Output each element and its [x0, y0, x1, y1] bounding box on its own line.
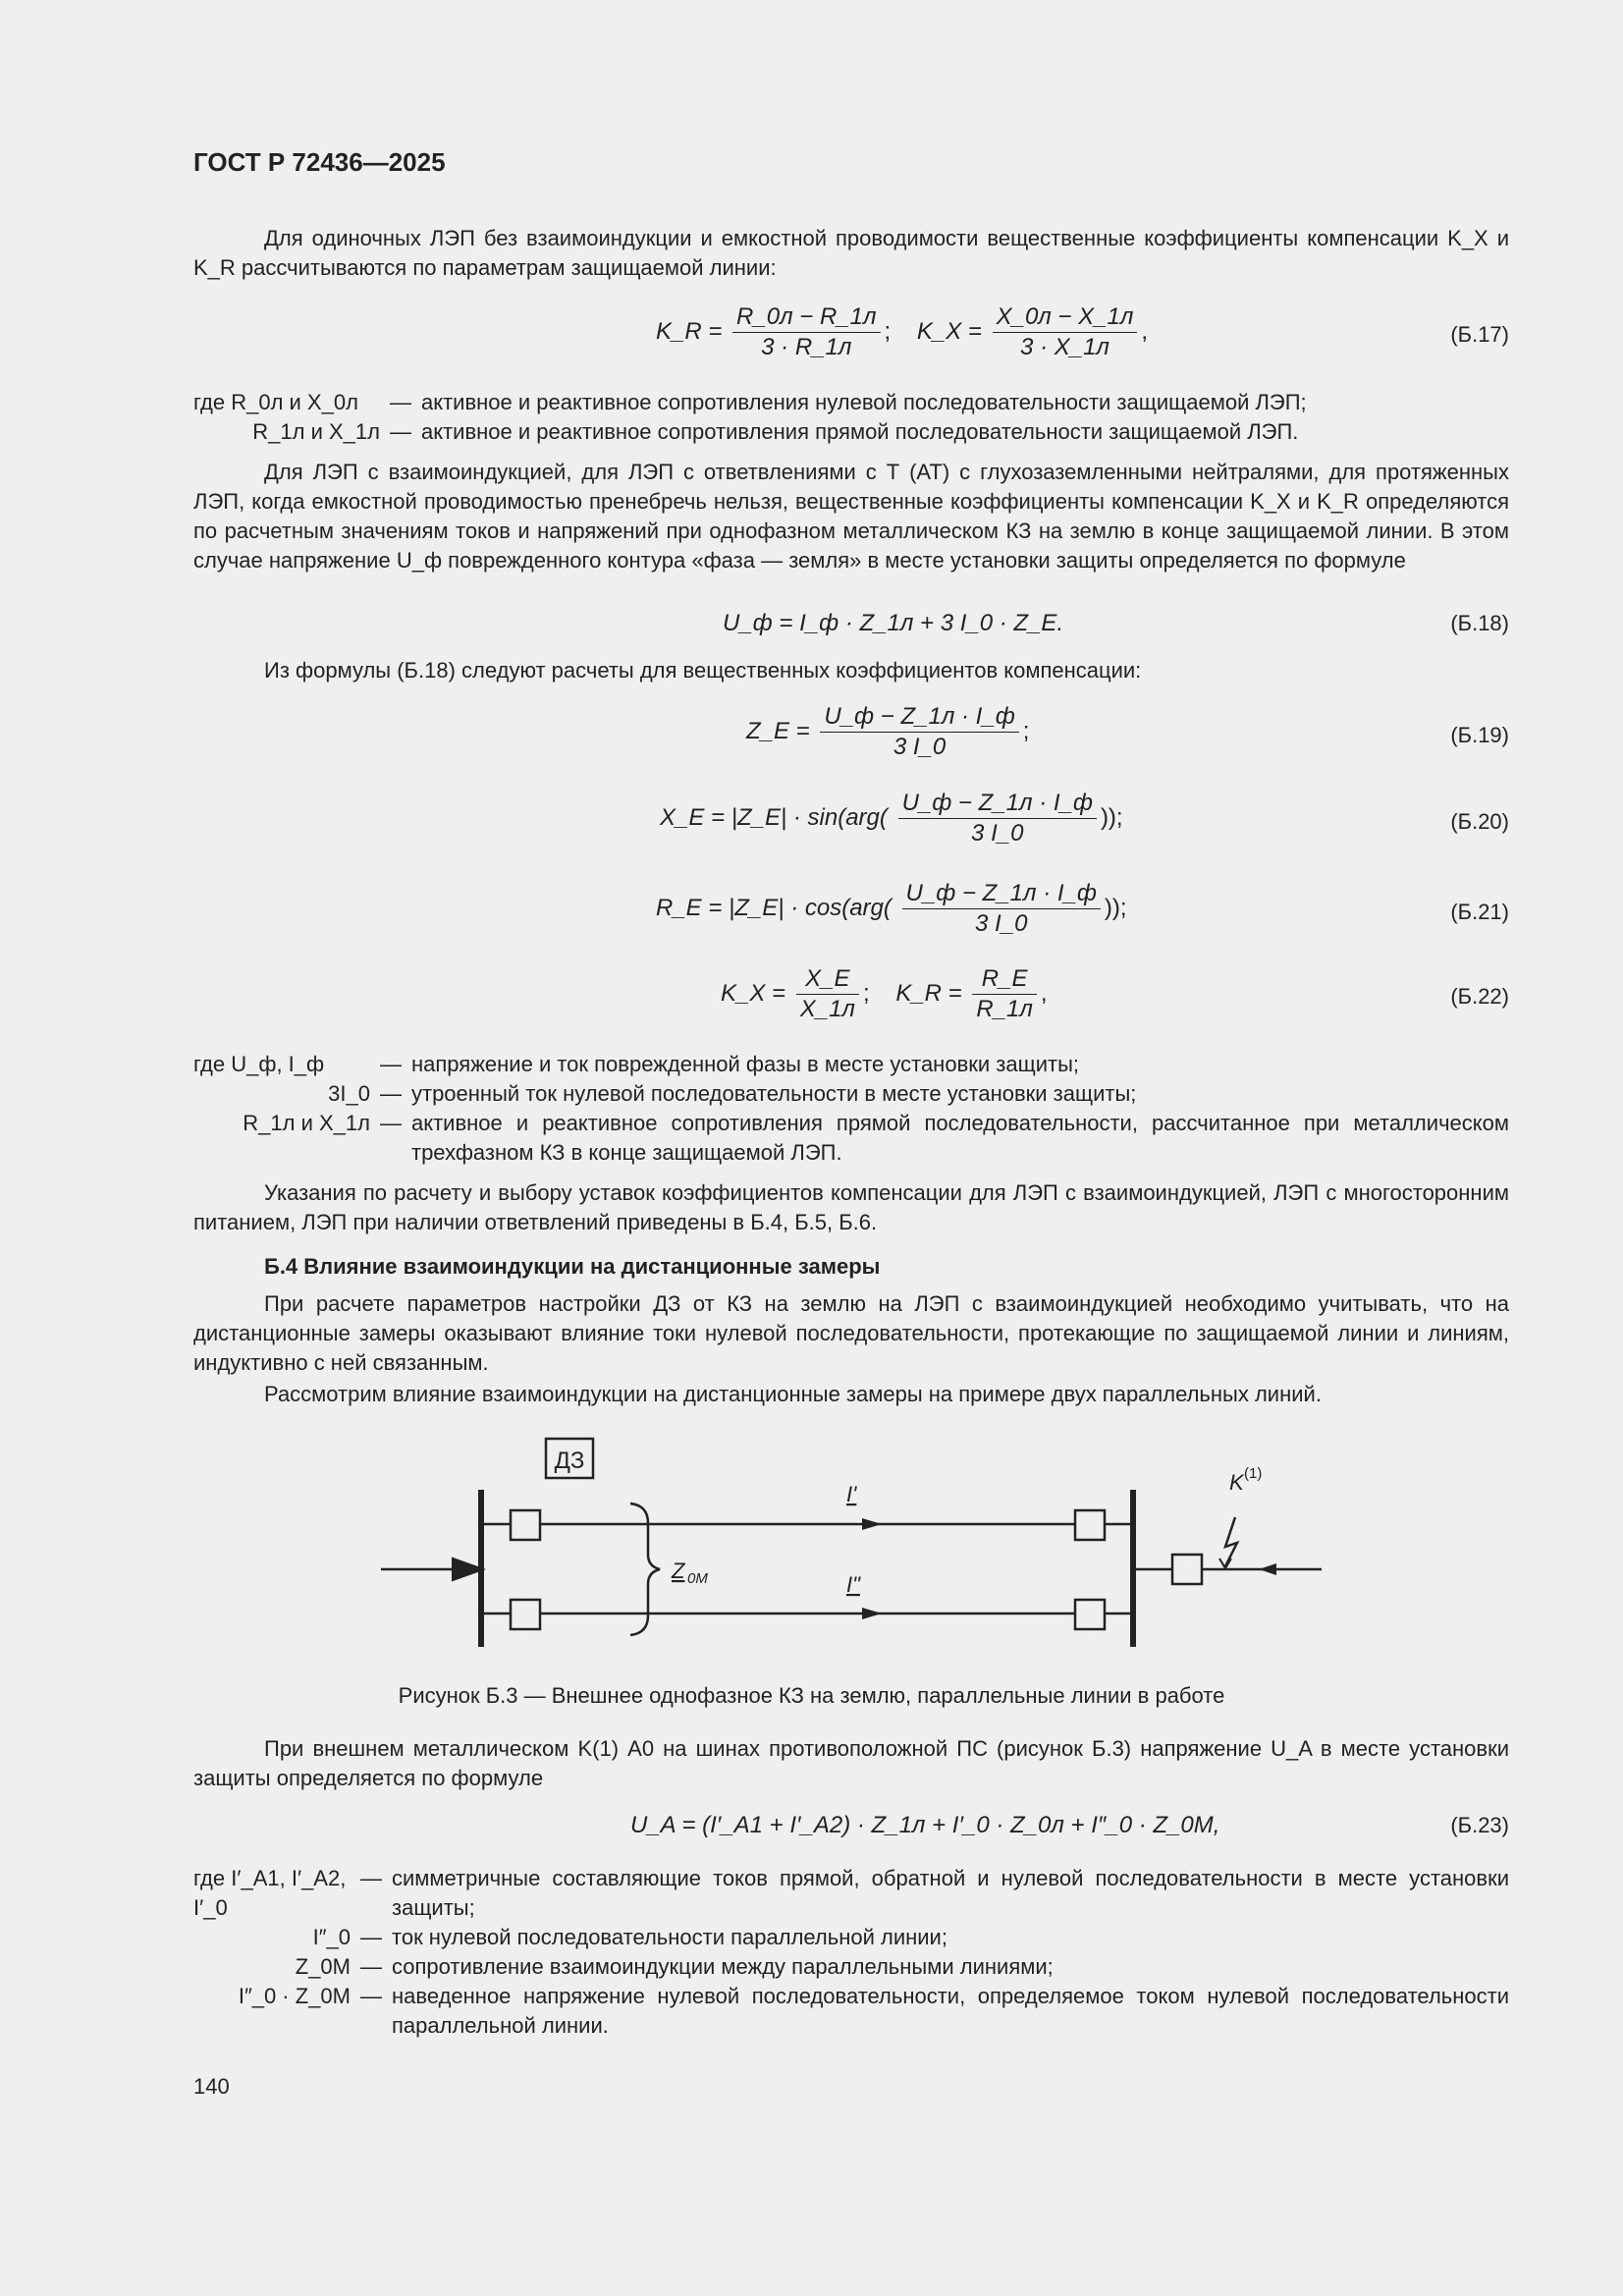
definition-text: сопротивление взаимоиндукции между параллельными линиями; — [392, 1954, 1054, 1979]
definition-dash: — — [390, 419, 411, 444]
definition-label: 3I_0 — [328, 1081, 370, 1106]
formula-lhs: X_E = |Z_E| · sin(arg( — [660, 803, 888, 831]
formula-b17 — [656, 302, 1148, 362]
definition-row — [193, 417, 1509, 447]
definition-row — [193, 1050, 1509, 1079]
definition-label: где U_ф, I_ф — [193, 1052, 325, 1076]
fraction-numerator: U_ф − Z_1л · I_ф — [820, 702, 1018, 733]
definition-label: I″_0 · Z_0M — [238, 1984, 351, 2008]
definition-text: активное и реактивное сопротивления прямой последовательности, рассчитанное при металлическом трехфазном КЗ в конце защищаемой ЛЭП. — [411, 1111, 1509, 1165]
definition-dash: — — [360, 1954, 382, 1979]
definition-row — [193, 1109, 1509, 1168]
formula-lhs: K_R = — [656, 317, 723, 345]
fraction — [972, 964, 1037, 1024]
breaker — [1075, 1510, 1105, 1540]
definition-dash: — — [380, 1081, 402, 1106]
definitions-b17 — [193, 388, 1509, 447]
document-header: ГОСТ Р 72436—2025 — [193, 147, 446, 177]
definition-text: утроенный ток нулевой последовательности в месте установки защиты; — [411, 1081, 1137, 1106]
fraction-denominator: 3 · X_1л — [1020, 334, 1109, 360]
definition-text: напряжение и ток поврежденной фазы в месте установки защиты; — [411, 1052, 1079, 1076]
formula-lhs: K_X = — [721, 979, 786, 1007]
formula-lhs: K_X = — [916, 317, 982, 345]
formula-end: )); — [1104, 894, 1127, 921]
figure-parallel-lines-diagram — [363, 1429, 1335, 1665]
definition-dash: — — [360, 1925, 382, 1949]
relay-label: ДЗ — [554, 1448, 585, 1474]
fraction-numerator: U_ф − Z_1л · I_ф — [898, 789, 1097, 819]
formula-number: (Б.21) — [1450, 900, 1509, 924]
paragraph-external-fault: При внешнем металлическом K(1) А0 на шинах противоположной ПС (рисунок Б.3) напряжение U_A в месте установки защиты определяется по формуле — [193, 1736, 1509, 1790]
definition-text: активное и реактивное сопротивления прямой последовательности защищаемой ЛЭП. — [421, 419, 1299, 444]
mutual-impedance-subscript: 0M — [687, 1570, 708, 1587]
definition-row — [193, 1079, 1509, 1109]
fault-label-superscript: (1) — [1244, 1465, 1263, 1482]
figure-caption: Рисунок Б.3 — Внешнее однофазное КЗ на землю, параллельные линии в работе — [398, 1683, 1225, 1708]
current-label-1: I' — [846, 1482, 857, 1506]
formula-b18: U_ф = I_ф · Z_1л + 3 I_0 · Z_E. — [723, 610, 1064, 636]
formula-number: (Б.22) — [1450, 984, 1509, 1009]
definitions-b23 — [193, 1864, 1509, 2041]
definition-label: I″_0 — [312, 1925, 351, 1949]
formula-number: (Б.20) — [1450, 809, 1509, 834]
definition-dash: — — [380, 1052, 402, 1076]
definition-label: где I′_A1, I′_A2, I′_0 — [193, 1866, 347, 1920]
formula-end: ; — [1022, 717, 1030, 744]
formula-lhs: R_E = |Z_E| · cos(arg( — [656, 894, 892, 921]
current-arrow-1 — [862, 1518, 882, 1530]
definition-row — [193, 388, 1509, 417]
paragraph-mutual-induction-effect: При расчете параметров настройки ДЗ от КЗ на землю на ЛЭП с взаимоиндукцией необходимо учитывать, что на дистанционные замеры оказывают влияние токи нулевой последовательности, протекающие по защищаемой линии и линиям, индуктивно с ней связанным. — [193, 1291, 1509, 1375]
fraction-numerator: X_E — [796, 964, 859, 995]
definition-label: R_1л и X_1л — [243, 1111, 370, 1135]
paragraph-formula-followups: Из формулы (Б.18) следуют расчеты для вещественных коэффициентов компенсации: — [264, 658, 1142, 683]
definition-row — [193, 1982, 1509, 2041]
definition-dash: — — [380, 1111, 402, 1135]
paragraph-two-lines: Рассмотрим влияние взаимоиндукции на дистанционные замеры на примере двух параллельных линий. — [264, 1382, 1322, 1406]
definition-text: активное и реактивное сопротивления нулевой последовательности защищаемой ЛЭП; — [421, 390, 1307, 414]
fraction — [820, 702, 1018, 762]
fraction — [993, 302, 1138, 362]
fraction-denominator: 3 I_0 — [971, 820, 1024, 847]
fraction-denominator: 3 I_0 — [893, 734, 947, 760]
fault-label: K — [1229, 1470, 1244, 1495]
formula-lhs: K_R = — [895, 979, 962, 1007]
formula-end: , — [1040, 979, 1048, 1007]
definition-label: Z_0M — [295, 1954, 351, 1979]
definition-text: симметричные составляющие токов прямой, обратной и нулевой последовательности в месте установки защиты; — [392, 1866, 1509, 1920]
definition-dash: — — [360, 1984, 382, 2008]
formula-b23: U_A = (I′_A1 + I′_A2) · Z_1л + I′_0 · Z_0л + I″_0 · Z_0M, — [630, 1812, 1220, 1838]
definitions-b22 — [193, 1050, 1509, 1168]
paragraph-compensation-intro: Для одиночных ЛЭП без взаимоиндукции и емкостной проводимости вещественные коэффициенты компенсации K_X и K_R рассчитываются по параметрам защищаемой линии: — [193, 226, 1509, 280]
fraction — [898, 789, 1097, 848]
definition-row — [193, 1864, 1509, 1923]
fraction-numerator: R_E — [972, 964, 1037, 995]
formula-end: , — [1141, 317, 1149, 345]
formula-number: (Б.17) — [1450, 322, 1509, 347]
formula-b19 — [746, 702, 1029, 762]
fraction — [796, 964, 859, 1024]
formula-b22 — [721, 964, 1048, 1024]
formula-separator: ; — [862, 979, 870, 1007]
page-number: 140 — [193, 2074, 230, 2099]
fraction-denominator: 3 I_0 — [975, 910, 1028, 937]
fraction-denominator: R_1л — [976, 996, 1033, 1022]
fraction — [902, 879, 1101, 939]
breaker — [511, 1510, 540, 1540]
formula-lhs: Z_E = — [746, 717, 810, 744]
formula-end: )); — [1100, 803, 1123, 831]
formula-number: (Б.18) — [1450, 611, 1509, 635]
current-arrow-2 — [862, 1608, 882, 1619]
definition-row — [193, 1923, 1509, 1952]
formula-number: (Б.19) — [1450, 723, 1509, 747]
definition-dash: — — [360, 1866, 382, 1890]
paragraph-mutual-induction: Для ЛЭП с взаимоиндукцией, для ЛЭП с ответвлениями с Т (АТ) с глухозаземленными нейтралями, для протяженных ЛЭП, когда емкостной проводимостью пренебречь нельзя, вещественные коэффициенты компенсации K_X и K_R определяются по расчетным значениям токов и напряжений при однофазном металлическом КЗ на землю в конце защищаемой линии. В этом случае напряжение U_ф поврежденного контура «фаза — земля» в месте установки защиты определяется по формуле — [193, 460, 1509, 573]
section-heading: Б.4 Влияние взаимоиндукции на дистанционные замеры — [264, 1254, 881, 1279]
fault-arrow — [1259, 1563, 1276, 1575]
formula-number: (Б.23) — [1450, 1813, 1509, 1837]
definition-row — [193, 1952, 1509, 1982]
fraction-numerator: U_ф − Z_1л · I_ф — [902, 879, 1101, 909]
formula-separator: ; — [884, 317, 892, 345]
breaker — [1172, 1555, 1202, 1584]
fraction-numerator: R_0л − R_1л — [732, 302, 880, 333]
definition-text: наведенное напряжение нулевой последовательности, определяемое током нулевой последовательности параллельной линии. — [392, 1984, 1509, 2038]
fraction — [732, 302, 880, 362]
formula-b20 — [660, 789, 1123, 848]
breaker — [1075, 1600, 1105, 1629]
formula-b21 — [656, 879, 1127, 939]
definition-label: R_1л и X_1л — [252, 419, 380, 444]
mutual-impedance-label: Z — [672, 1558, 685, 1583]
definition-dash: — — [390, 390, 411, 414]
definition-text: ток нулевой последовательности параллельной линии; — [392, 1925, 947, 1949]
fraction-denominator: X_1л — [799, 996, 855, 1022]
fraction-numerator: X_0л − X_1л — [993, 302, 1138, 333]
current-label-2: I" — [846, 1572, 860, 1597]
breaker — [511, 1600, 540, 1629]
fraction-denominator: 3 · R_1л — [761, 334, 852, 360]
paragraph-setting-guidance: Указания по расчету и выбору уставок коэффициентов компенсации для ЛЭП с взаимоиндукцией, ЛЭП с многосторонним питанием, ЛЭП при наличии ответвлений приведены в Б.4, Б.5, Б.6. — [193, 1180, 1509, 1234]
definition-label: где R_0л и X_0л — [193, 390, 358, 414]
